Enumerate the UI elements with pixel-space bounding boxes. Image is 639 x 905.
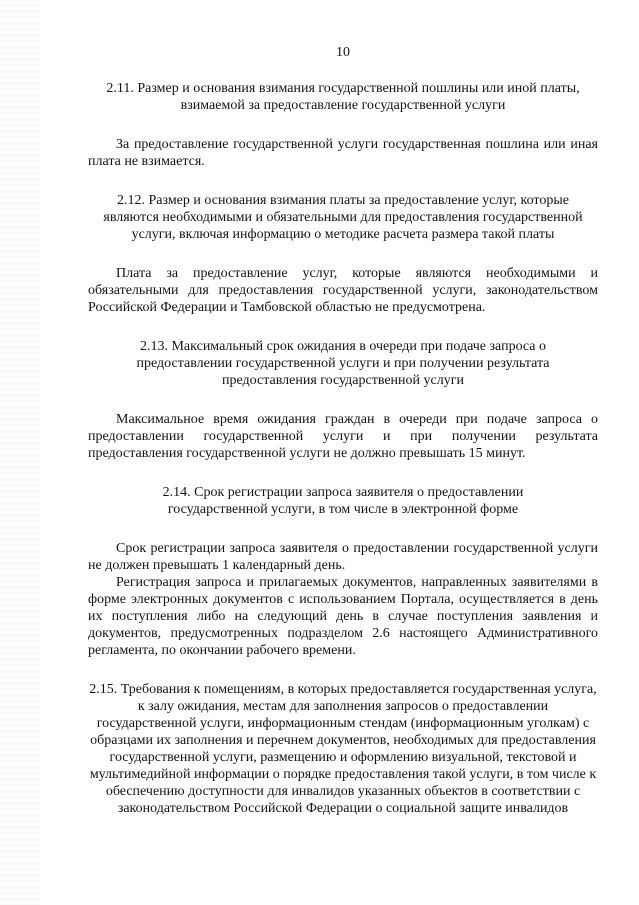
page-number: 10 (336, 45, 350, 60)
section-2-14 (88, 484, 598, 659)
document-page (88, 44, 598, 839)
section-paragraph: Максимальное время ожидания граждан в очереди при подаче запроса о предоставлении государственной услуги и при получении результата предоставления государственной услуги не должно превышать 15 минут. (88, 412, 598, 461)
section-2-11 (88, 80, 598, 170)
section-heading: 2.13. Максимальный срок ожидания в очереди при подаче запроса о предоставлении государственной услуги и при получении результата предоставления государственной услуги (136, 339, 550, 388)
section-2-12 (88, 192, 598, 316)
section-paragraph: Регистрация запроса и прилагаемых документов, направленных заявителями в форме электронных документов с использованием Портала, осуществляется в день их поступления либо на следующий день в случае поступления заявления и документов, предусмотренных подразделом 2.6 настоящего Административного регламента, по окончании рабочего времени. (88, 575, 598, 658)
section-2-15 (88, 681, 598, 817)
section-heading: 2.15. Требования к помещениям, в которых предоставляется государственная услуга, к залу ожидания, местам для заполнения запросов о предоставлении государственной услуги, информационным стендам (информационным уголкам) с образцами их заполнения и перечнем документов, необходимых для предоставления государственной услуги, размещению и оформлению визуальной, текстовой и мультимедийной информации о порядке предоставления такой услуги, в том числе к обеспечению доступности для инвалидов указанных объектов в соответствии с законодательством Российской Федерации о социальной защите инвалидов (89, 682, 597, 816)
section-2-13 (88, 338, 598, 462)
scan-edge-artifact (0, 0, 40, 905)
section-paragraph: За предоставление государственной услуги государственная пошлина или иная плата не взимается. (88, 137, 598, 169)
section-paragraph: Плата за предоставление услуг, которые являются необходимыми и обязательными для предоставления государственной услуги, законодательством Российской Федерации и Тамбовской областью не предусмотрена. (88, 266, 598, 315)
section-heading: 2.12. Размер и основания взимания платы за предоставление услуг, которые являются необходимыми и обязательными для предоставления государственной услуги, включая информацию о методике расчета размера такой платы (103, 193, 583, 242)
section-heading: 2.11. Размер и основания взимания государственной пошлины или иной платы, взимаемой за предоставление государственной услуги (106, 81, 580, 113)
section-paragraph: Срок регистрации запроса заявителя о предоставлении государственной услуги не должен превышать 1 календарный день. (88, 541, 598, 573)
section-heading: 2.14. Срок регистрации запроса заявителя о предоставлении государственной услуги, в том числе в электронной форме (162, 485, 524, 517)
